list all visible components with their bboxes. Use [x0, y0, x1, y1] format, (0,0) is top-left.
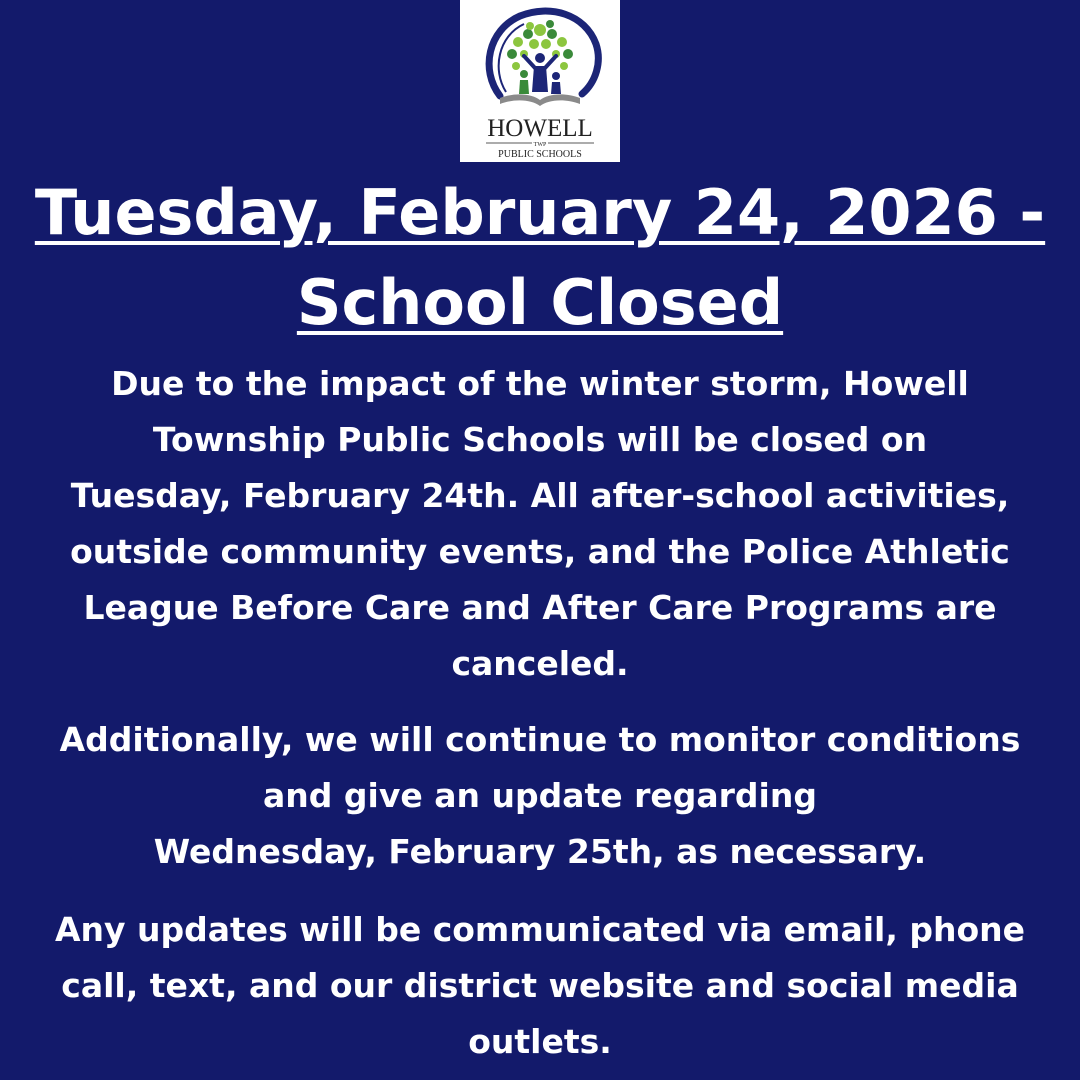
- paragraph-line: outlets.: [468, 1022, 612, 1061]
- paragraph-line: canceled.: [451, 644, 629, 683]
- paragraph-line: League Before Care and After Care Programs are: [83, 588, 997, 627]
- district-logo-graphic: [460, 0, 620, 162]
- update-paragraph: [20, 712, 1060, 880]
- paragraph-line: and give an update regarding: [263, 776, 817, 815]
- logo-sub-text: PUBLIC SCHOOLS: [498, 149, 582, 160]
- paragraph-line: call, text, and our district website and social media: [61, 966, 1019, 1005]
- paragraph-line: Wednesday, February 25th, as necessary.: [153, 832, 927, 871]
- logo-name-text: HOWELL: [487, 115, 593, 142]
- paragraph-line: outside community events, and the Police Athletic: [70, 532, 1010, 571]
- paragraph-line: Township Public Schools will be closed on: [152, 420, 928, 459]
- people-figures-icon: [519, 53, 561, 94]
- headline: [0, 168, 1080, 348]
- headline-line-1: Tuesday, February 24, 2026 -: [34, 176, 1046, 249]
- paragraph-line: Tuesday, February 24th. All after-school activities,: [70, 476, 1010, 515]
- district-logo: [460, 0, 620, 162]
- logo-twp-text: TWP: [533, 142, 547, 148]
- closure-paragraph: [20, 356, 1060, 692]
- paragraph-line: Any updates will be communicated via email, phone: [54, 910, 1026, 949]
- paragraph-line: Additionally, we will continue to monitor conditions: [59, 720, 1021, 759]
- headline-line-2: School Closed: [296, 266, 784, 339]
- communication-paragraph: [20, 902, 1060, 1070]
- open-book-icon: [500, 94, 580, 106]
- paragraph-line: Due to the impact of the winter storm, Howell: [111, 364, 969, 403]
